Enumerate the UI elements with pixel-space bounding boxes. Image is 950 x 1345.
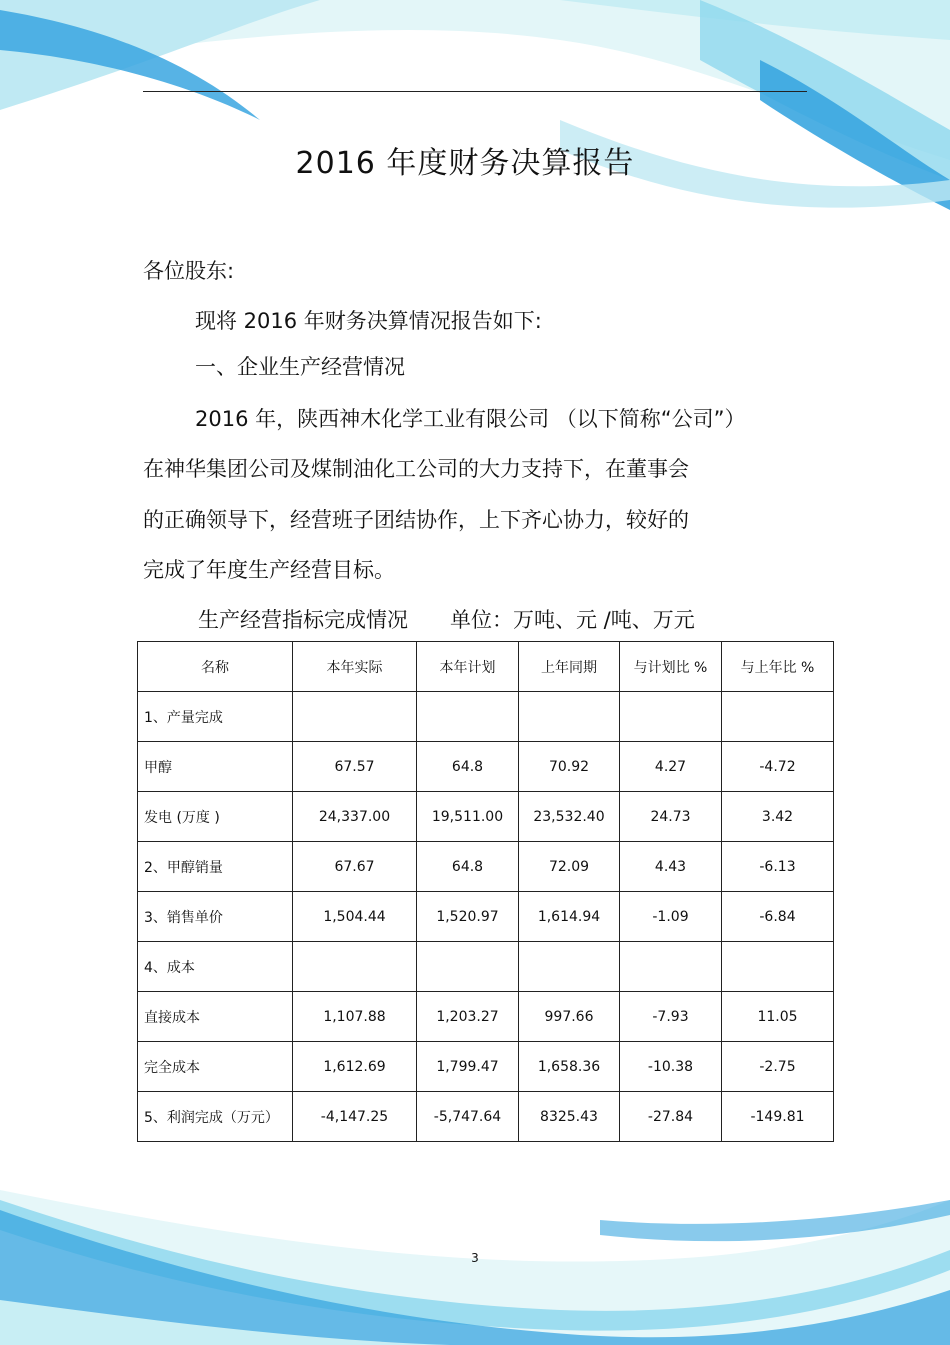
table-cell: -2.75 (722, 1042, 834, 1092)
table-cell: 67.67 (293, 842, 417, 892)
table-cell: 70.92 (519, 742, 620, 792)
page-title: 2016 年度财务决算报告 (295, 146, 635, 181)
table-cell: -6.84 (722, 892, 834, 942)
table-cell: 1,520.97 (417, 892, 519, 942)
intro-line: 现将 2016 年财务决算情况报告如下: (195, 309, 542, 333)
column-header: 上年同期 (519, 642, 620, 692)
table-row (138, 792, 834, 842)
table-caption-title: 生产经营指标完成情况 (198, 608, 408, 632)
table-cell: 72.09 (519, 842, 620, 892)
row-label: 甲醇 (138, 742, 293, 792)
table-cell: 19,511.00 (417, 792, 519, 842)
table-cell: -1.09 (620, 892, 722, 942)
table-cell (722, 692, 834, 742)
table-cell: -27.84 (620, 1092, 722, 1142)
page-number: 3 (471, 1251, 479, 1265)
table-cell (293, 942, 417, 992)
table-cell: -10.38 (620, 1042, 722, 1092)
table-cell: 4.27 (620, 742, 722, 792)
production-indicator-table (137, 641, 834, 1142)
table-cell: 67.57 (293, 742, 417, 792)
table-cell: 3.42 (722, 792, 834, 842)
column-header: 本年计划 (417, 642, 519, 692)
table-row (138, 842, 834, 892)
header-rule (143, 91, 807, 92)
table-cell (519, 692, 620, 742)
row-label: 3、销售单价 (138, 892, 293, 942)
table-cell (620, 942, 722, 992)
table-cell: 1,203.27 (417, 992, 519, 1042)
paragraph-line: 在神华集团公司及煤制油化工公司的大力支持下，在董事会 (143, 457, 689, 481)
table-row (138, 992, 834, 1042)
table-cell (417, 942, 519, 992)
table-cell: -7.93 (620, 992, 722, 1042)
table-cell (519, 942, 620, 992)
table-row (138, 692, 834, 742)
table-cell: -4.72 (722, 742, 834, 792)
table-row (138, 1092, 834, 1142)
table-header-row (138, 642, 834, 692)
table-caption (198, 605, 695, 635)
row-label: 发电 (万度 ) (138, 792, 293, 842)
table-cell: 1,612.69 (293, 1042, 417, 1092)
column-header: 本年实际 (293, 642, 417, 692)
table-cell: 64.8 (417, 742, 519, 792)
column-header: 与上年比 % (722, 642, 834, 692)
table-cell: -5,747.64 (417, 1092, 519, 1142)
table-cell (417, 692, 519, 742)
table-cell: 8325.43 (519, 1092, 620, 1142)
table-cell: 64.8 (417, 842, 519, 892)
table-row (138, 742, 834, 792)
table-cell: 4.43 (620, 842, 722, 892)
table-cell: 1,504.44 (293, 892, 417, 942)
table-cell: 1,799.47 (417, 1042, 519, 1092)
greeting: 各位股东: (143, 259, 235, 283)
table-cell: 23,532.40 (519, 792, 620, 842)
table-unit: 单位：万吨、元 /吨、万元 (450, 608, 695, 632)
paragraph-line: 2016 年，陕西神木化学工业有限公司 （以下简称“公司”） (195, 407, 746, 431)
row-label: 1、产量完成 (138, 692, 293, 742)
table-cell: -149.81 (722, 1092, 834, 1142)
table-row (138, 942, 834, 992)
table-cell (722, 942, 834, 992)
table-cell: 11.05 (722, 992, 834, 1042)
table-cell (293, 692, 417, 742)
table-cell: -4,147.25 (293, 1092, 417, 1142)
column-header: 名称 (138, 642, 293, 692)
row-label: 完全成本 (138, 1042, 293, 1092)
row-label: 5、利润完成（万元） (138, 1092, 293, 1142)
table-cell: -6.13 (722, 842, 834, 892)
column-header: 与计划比 % (620, 642, 722, 692)
section-heading: 一、企业生产经营情况 (195, 355, 405, 379)
row-label: 2、甲醇销量 (138, 842, 293, 892)
paragraph-line: 完成了年度生产经营目标。 (143, 558, 395, 582)
row-label: 4、成本 (138, 942, 293, 992)
table-cell: 24,337.00 (293, 792, 417, 842)
table-cell: 997.66 (519, 992, 620, 1042)
row-label: 直接成本 (138, 992, 293, 1042)
table-cell: 1,614.94 (519, 892, 620, 942)
table-cell: 1,107.88 (293, 992, 417, 1042)
table-cell: 1,658.36 (519, 1042, 620, 1092)
table-row (138, 892, 834, 942)
paragraph-line: 的正确领导下，经营班子团结协作，上下齐心协力，较好的 (143, 508, 689, 532)
table-cell: 24.73 (620, 792, 722, 842)
table-row (138, 1042, 834, 1092)
table-cell (620, 692, 722, 742)
